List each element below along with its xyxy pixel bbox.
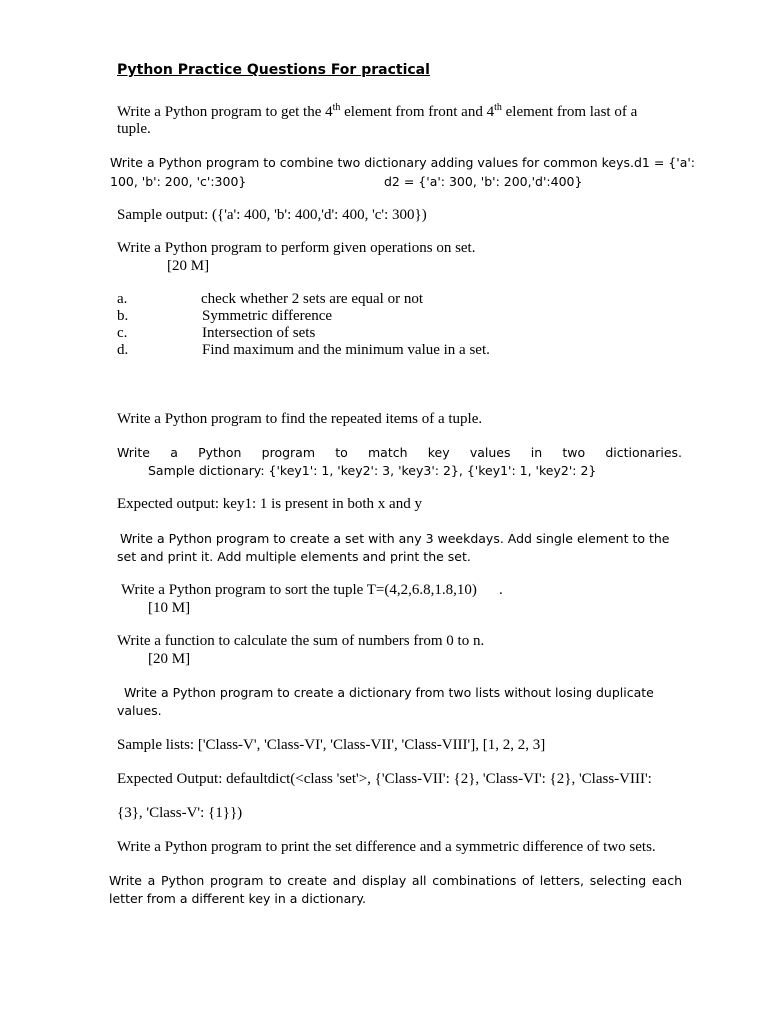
q3-item-text-b: Symmetric difference [202, 308, 333, 324]
question-7-dot: . [499, 582, 503, 598]
document-title: Python Practice Questions For practical [117, 62, 430, 78]
question-8-line-1: Write a function to calculate the sum of numbers from 0 to n. [117, 633, 485, 649]
question-9-expected-output-line-2: {3}, 'Class-V': {1}}) [117, 805, 243, 821]
question-7-line-1: Write a Python program to sort the tuple T=(4,2,6.8,1.8,10) [121, 582, 477, 598]
question-5-expected-output: Expected output: key1: 1 is present in both x and y [117, 496, 422, 512]
question-3-marks: [20 M] [167, 258, 210, 274]
q1-text-pre: Write a Python program to get the 4 [117, 104, 333, 120]
question-6-line-2: set and print it. Add multiple elements and print the set. [117, 549, 471, 564]
question-7-marks: [10 M] [148, 600, 191, 616]
question-9-line-2: values. [117, 703, 162, 718]
q3-item-label-c: c. [117, 325, 128, 341]
q1-sup-2: th [494, 102, 502, 113]
question-1-line-2: tuple. [117, 121, 151, 137]
q1-sup-1: th [332, 102, 341, 113]
q3-item-text-c: Intersection of sets [202, 325, 316, 341]
q3-item-label-b: b. [117, 308, 129, 324]
q1-text-mid: element from front and 4 [340, 104, 495, 120]
question-11-line-2: letter from a different key in a dictionary. [109, 891, 366, 906]
question-5-line-2: Sample dictionary: {'key1': 1, 'key2': 3, 'key3': 2}, {'key1': 1, 'key2': 2} [148, 463, 597, 478]
q3-item-text-d: Find maximum and the minimum value in a set. [202, 342, 490, 358]
question-9-line-1: Write a Python program to create a dictionary from two lists without losing duplicate [124, 685, 654, 700]
q1-text-post: element from last of a [501, 104, 638, 120]
question-2-sample-output: Sample output: ({'a': 400, 'b': 400,'d': 400, 'c': 300}) [117, 207, 427, 223]
question-4: Write a Python program to find the repeated items of a tuple. [117, 411, 483, 427]
question-1-line-1 [117, 104, 637, 121]
question-5-line-1: Write a Python program to match key values in two dictionaries. [117, 445, 682, 460]
question-10: Write a Python program to print the set difference and a symmetric difference of two sets. [117, 839, 656, 855]
question-11-line-1: Write a Python program to create and display all combinations of letters, selecting each [109, 873, 682, 888]
question-9-sample-lists: Sample lists: ['Class-V', 'Class-VI', 'Class-VII', 'Class-VIII'], [1, 2, 2, 3] [117, 737, 546, 753]
question-3-line-1: Write a Python program to perform given operations on set. [117, 240, 476, 256]
question-2-line-1: Write a Python program to combine two dictionary adding values for common keys.d1 = {'a': [110, 155, 696, 170]
question-2-line-2b: d2 = {'a': 300, 'b': 200,'d':400} [384, 174, 583, 189]
question-8-marks: [20 M] [148, 651, 191, 667]
question-6-line-1: Write a Python program to create a set with any 3 weekdays. Add single element to the [120, 531, 670, 546]
question-9-expected-output-line-1: Expected Output: defaultdict(<class 'set'>, {'Class-VII': {2}, 'Class-VI': {2}, 'Class-VIII': [117, 771, 652, 787]
question-2-line-2a: 100, 'b': 200, 'c':300} [110, 174, 247, 189]
q3-item-label-a: a. [117, 291, 128, 307]
q3-item-label-d: d. [117, 342, 129, 358]
q3-item-text-a: check whether 2 sets are equal or not [201, 291, 423, 307]
